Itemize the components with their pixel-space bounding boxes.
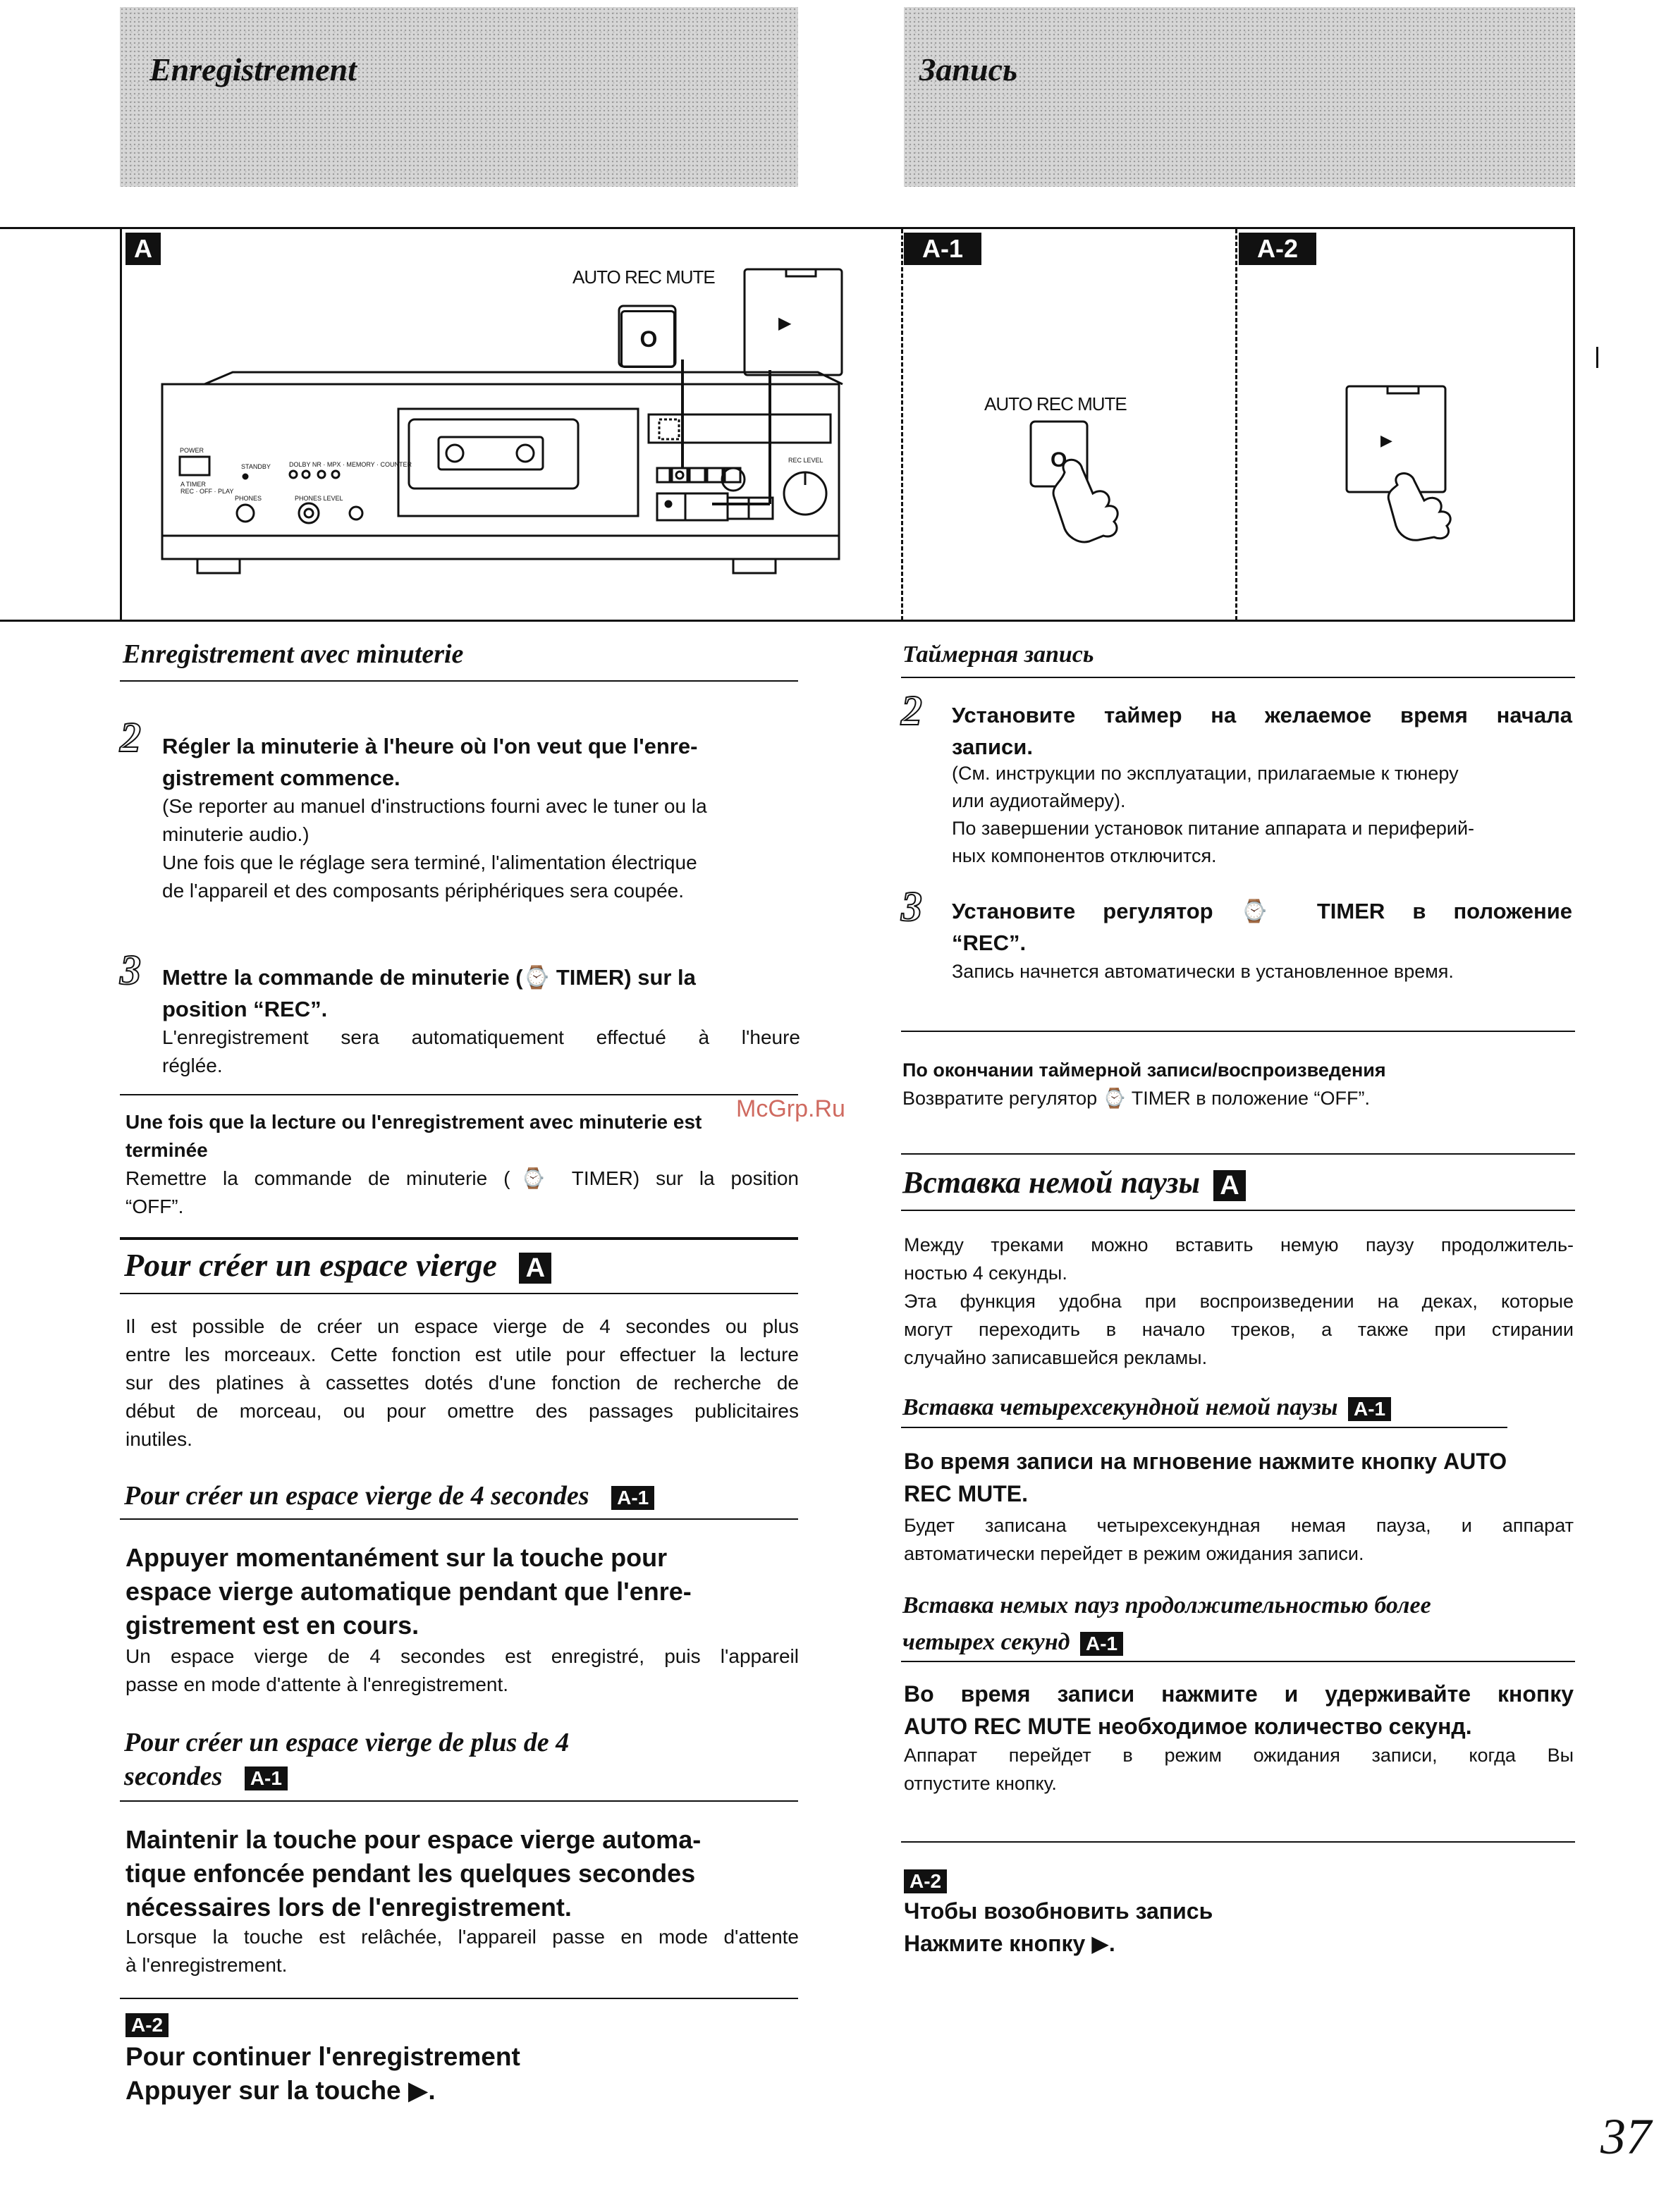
fr-step2-body-line: (Se reporter au manuel d'instructions fourni avec le tuner ou la [162, 795, 707, 817]
ru-step3-title [952, 895, 1572, 959]
svg-text:DOLBY NR · MPX · MEMORY · COUN: DOLBY NR · MPX · MEMORY · COUNTER [289, 461, 412, 468]
auto-rec-mute-button[interactable] [620, 310, 675, 368]
ru-step2-body-line: или аудиотаймеру). [952, 790, 1126, 811]
ru-a2-instruction [904, 1895, 1574, 1960]
ru-page-title: Запись [919, 51, 1018, 87]
svg-text:▶: ▶ [1380, 431, 1392, 449]
ru-step3-title-line: Установите регулятор ⌚ TIMER в положение [952, 899, 1572, 923]
panel-divider-a1 [901, 229, 903, 620]
ru-sub2-heading [902, 1587, 1431, 1661]
fr-sub1-instruction [125, 1541, 799, 1642]
fr-note-body-line: “OFF”. [125, 1196, 184, 1217]
auto-rec-mute-label-a1: AUTO REC MUTE [984, 393, 1127, 414]
ru-note-rule [901, 1031, 1575, 1032]
ru-sub1-badge: A-1 [1348, 1397, 1391, 1421]
fr-sub2-heading-line: secondes [124, 1762, 223, 1791]
a1-finger-press-illustration [1015, 416, 1142, 550]
fr-sub1-heading-text: Pour créer un espace vierge de 4 secondes [124, 1481, 589, 1511]
ru-sub2-rule [901, 1661, 1575, 1662]
fr-sub2-instruction-line: nécessaires lors de l'enregistrement. [125, 1893, 572, 1922]
ru-sub2-instruction [904, 1678, 1574, 1743]
fr-step3-number: 3 [120, 947, 141, 993]
ru-blank-badge: A [1213, 1170, 1246, 1201]
ru-sub2-body-line: отпустите кнопку. [904, 1773, 1057, 1794]
ru-blank-body-line: могут переходить в начало треков, а также при стирании [904, 1319, 1574, 1340]
fr-blank-body-line: début de morceau, ou pour omettre des passages publicitaires [125, 1400, 799, 1422]
a2-finger-press-illustration [1340, 381, 1481, 543]
fr-sub1-body [125, 1642, 799, 1699]
svg-text:PHONES LEVEL: PHONES LEVEL [295, 495, 343, 502]
fr-a2-badge: A-2 [125, 2013, 169, 2037]
frame-left-border [120, 227, 122, 622]
fr-step2-number: 2 [120, 714, 141, 761]
ru-step2-title-line: Установите таймер на желаемое время начала [952, 703, 1572, 727]
ru-step2-number: 2 [901, 687, 922, 734]
fr-note-heading-line: Une fois que la lecture ou l'enregistrement avec minuterie est [125, 1111, 702, 1133]
fr-sub2-rule [120, 1800, 798, 1802]
fr-step3-body [162, 1024, 800, 1080]
fr-a2-line: Appuyer sur la touche ▶. [125, 2076, 436, 2105]
ru-sub2-heading-line: Вставка немых пауз продолжительностью более [902, 1592, 1431, 1618]
ru-sub1-body-line: автоматически перейдет в режим ожидания записи. [904, 1543, 1364, 1564]
fr-note-heading-line: terminée [125, 1139, 208, 1161]
ru-sub1-rule [901, 1427, 1507, 1428]
page-number: 37 [1600, 2108, 1651, 2165]
svg-text:STANDBY: STANDBY [241, 463, 271, 470]
ru-step2-body [952, 760, 1572, 870]
fr-a2-badge-wrap [125, 2013, 169, 2037]
ru-sub1-heading-text: Вставка четырехсекундной немой паузы [902, 1394, 1338, 1420]
ru-step2-body-line: (См. инструкции по эксплуатации, прилагаемые к тюнеру [952, 763, 1459, 784]
svg-text:REC LEVEL: REC LEVEL [788, 457, 823, 464]
panel-badge-a: A [125, 233, 161, 265]
svg-text:A TIMER: A TIMER [180, 481, 206, 488]
fr-sub2-body-line: Lorsque la touche est relâchée, l'appareil passe en mode d'attente [125, 1926, 799, 1948]
fr-page-title: Enregistrement [149, 51, 357, 87]
ru-blank-body-line: Эта функция удобна при воспроизведении на деках, которые [904, 1291, 1574, 1312]
ru-a2-line: Нажмите кнопку ▶. [904, 1931, 1115, 1956]
fr-step2-title [162, 730, 797, 794]
fr-blank-heading-text: Pour créer un espace vierge [124, 1247, 497, 1283]
ru-header-banner [904, 7, 1575, 187]
ru-blank-top-rule [901, 1153, 1575, 1155]
fr-step3-body-line: L'enregistrement sera automatiquement effectué à l'heure [162, 1026, 800, 1048]
ru-a2-line: Чтобы возобновить запись [904, 1898, 1213, 1924]
fr-a2-instruction [125, 2040, 799, 2108]
fr-timer-heading-rule [120, 680, 798, 682]
ru-sub1-instruction-line: REC MUTE. [904, 1481, 1028, 1506]
ru-step2-body-line: ных компонентов отключится. [952, 845, 1217, 866]
fr-sub2-badge: A-1 [245, 1766, 288, 1790]
svg-text:O: O [1051, 448, 1067, 472]
svg-text:POWER: POWER [180, 447, 204, 454]
ru-sub1-instruction [904, 1445, 1574, 1510]
play-symbol: ▶ [778, 314, 792, 333]
ru-blank-body-line: случайно записавшейся рекламы. [904, 1347, 1208, 1368]
fr-step2-body-line: de l'appareil et des composants périphériques sera coupée. [162, 880, 685, 902]
ru-step2-title [952, 699, 1572, 763]
fr-sub2-instruction [125, 1823, 799, 1924]
fr-blank-heading-rule [120, 1293, 798, 1294]
ru-blank-body-line: ностью 4 секунды. [904, 1262, 1067, 1284]
ru-note-body: Возвратите регулятор ⌚ TIMER в положение “OFF”. [902, 1088, 1371, 1109]
fr-sub1-instruction-line: gistrement est en cours. [125, 1611, 420, 1640]
fr-sub1-body-line: passe en mode d'attente à l'enregistrement. [125, 1673, 509, 1695]
ru-sub2-badge: A-1 [1080, 1632, 1123, 1656]
fr-note-rule [120, 1094, 798, 1095]
fr-blank-top-rule [120, 1237, 798, 1240]
fr-step3-title-line: Mettre la commande de minuterie (⌚ TIMER) sur la [162, 965, 696, 990]
ru-sub2-heading-line: четырех секунд [902, 1629, 1070, 1655]
margin-tick-mark [1596, 347, 1598, 368]
fr-sub2-heading-line: Pour créer un espace vierge de plus de 4 [124, 1728, 570, 1757]
ru-blank-body [904, 1231, 1574, 1372]
fr-sub1-instruction-line: espace vierge automatique pendant que l'enre- [125, 1577, 692, 1606]
svg-text:PHONES: PHONES [235, 495, 262, 502]
fr-sub1-body-line: Un espace vierge de 4 secondes est enregistré, puis l'appareil [125, 1645, 799, 1667]
auto-rec-mute-label-main: AUTO REC MUTE [572, 266, 715, 288]
ru-sub1-body-line: Будет записана четырехсекундная немая пауза, и аппарат [904, 1515, 1574, 1536]
ru-sub2-instruction-line: AUTO REC MUTE необходимое количество секунд. [904, 1714, 1472, 1739]
fr-sub1-badge: A-1 [611, 1486, 654, 1510]
ru-blank-heading-text: Вставка немой паузы [902, 1165, 1200, 1200]
fr-sub1-instruction-line: Appuyer momentanément sur la touche pour [125, 1543, 668, 1572]
fr-blank-body [125, 1313, 799, 1454]
panel-badge-a1: A-1 [904, 233, 981, 265]
ru-step3-body: Запись начнется автоматически в установленное время. [952, 961, 1454, 982]
fr-blank-body-line: entre les morceaux. Cette fonction est utile pour effectuer la lecture [125, 1344, 799, 1365]
watermark: McGrp.Ru [736, 1095, 845, 1122]
ru-a2-rule [901, 1841, 1575, 1843]
ru-sub2-instruction-line: Во время записи нажмите и удерживайте кнопку [904, 1681, 1574, 1707]
panel-divider-a2 [1235, 229, 1237, 620]
fr-step2-body-line: minuterie audio.) [162, 823, 310, 845]
fr-step3-title [162, 961, 797, 1025]
fr-blank-badge: A [519, 1253, 551, 1284]
svg-text:REC · OFF · PLAY: REC · OFF · PLAY [180, 488, 234, 495]
fr-sub1-heading [124, 1480, 654, 1511]
ru-step3-number: 3 [901, 883, 922, 930]
fr-sub2-instruction-line: tique enfoncée pendant les quelques secondes [125, 1859, 696, 1888]
fr-step3-body-line: réglée. [162, 1055, 223, 1076]
ru-sub1-body [904, 1511, 1574, 1568]
fr-a2-line: Pour continuer l'enregistrement [125, 2042, 520, 2071]
fr-blank-body-line: inutiles. [125, 1428, 192, 1450]
fr-step3-title-line: position “REC”. [162, 997, 328, 1021]
panel-badge-a2: A-2 [1239, 233, 1316, 265]
ru-step2-body-line: По завершении установок питание аппарата и периферий- [952, 818, 1475, 839]
play-button[interactable] [747, 282, 840, 382]
ru-blank-heading [902, 1165, 1246, 1201]
fr-sub2-instruction-line: Maintenir la touche pour espace vierge automa- [125, 1825, 702, 1854]
ru-sub1-heading [902, 1394, 1391, 1421]
ru-note-heading: По окончании таймерной записи/воспроизведения [902, 1059, 1386, 1081]
fr-sub1-rule [120, 1518, 798, 1520]
fr-sub2-body-line: à l'enregistrement. [125, 1954, 288, 1976]
fr-blank-body-line: sur des platines à cassettes dotés d'une fonction de recherche de [125, 1372, 799, 1394]
fr-step2-title-line: gistrement commence. [162, 766, 400, 790]
fr-header-banner [120, 7, 798, 187]
fr-sub2-body [125, 1923, 799, 1979]
fr-step2-title-line: Régler la minuterie à l'heure où l'on veut que l'enre- [162, 734, 698, 758]
fr-blank-body-line: Il est possible de créer un espace vierge de 4 secondes ou plus [125, 1315, 799, 1337]
ru-a2-badge-wrap [904, 1869, 947, 1893]
fr-a2-rule [120, 1998, 798, 1999]
ru-sub2-body [904, 1741, 1574, 1798]
fr-step2-body-line: Une fois que le réglage sera terminé, l'alimentation électrique [162, 852, 697, 873]
fr-note-body [125, 1165, 799, 1221]
fr-note-heading [125, 1108, 799, 1165]
ru-step3-title-line: “REC”. [952, 930, 1027, 955]
ru-sub1-instruction-line: Во время записи на мгновение нажмите кнопку AUTO [904, 1449, 1507, 1474]
ru-blank-heading-rule [901, 1210, 1575, 1211]
ru-sub2-body-line: Аппарат перейдет в режим ожидания записи, когда Вы [904, 1745, 1574, 1766]
ru-blank-body-line: Между треками можно вставить немую паузу продолжитель- [904, 1234, 1574, 1255]
fr-note-body-line: Remettre la commande de minuterie (⌚ TIMER) sur la position [125, 1167, 799, 1189]
record-button-circle: O [639, 326, 658, 352]
fr-blank-heading [124, 1246, 551, 1284]
fr-timer-heading: Enregistrement avec minuterie [123, 639, 464, 669]
ru-timer-heading-rule [901, 677, 1575, 678]
ru-a2-badge: A-2 [904, 1869, 947, 1893]
fr-step2-body [162, 792, 797, 905]
ru-step2-title-line: записи. [952, 735, 1033, 759]
ru-timer-heading: Таймерная запись [902, 641, 1094, 668]
fr-sub2-heading [124, 1726, 569, 1793]
